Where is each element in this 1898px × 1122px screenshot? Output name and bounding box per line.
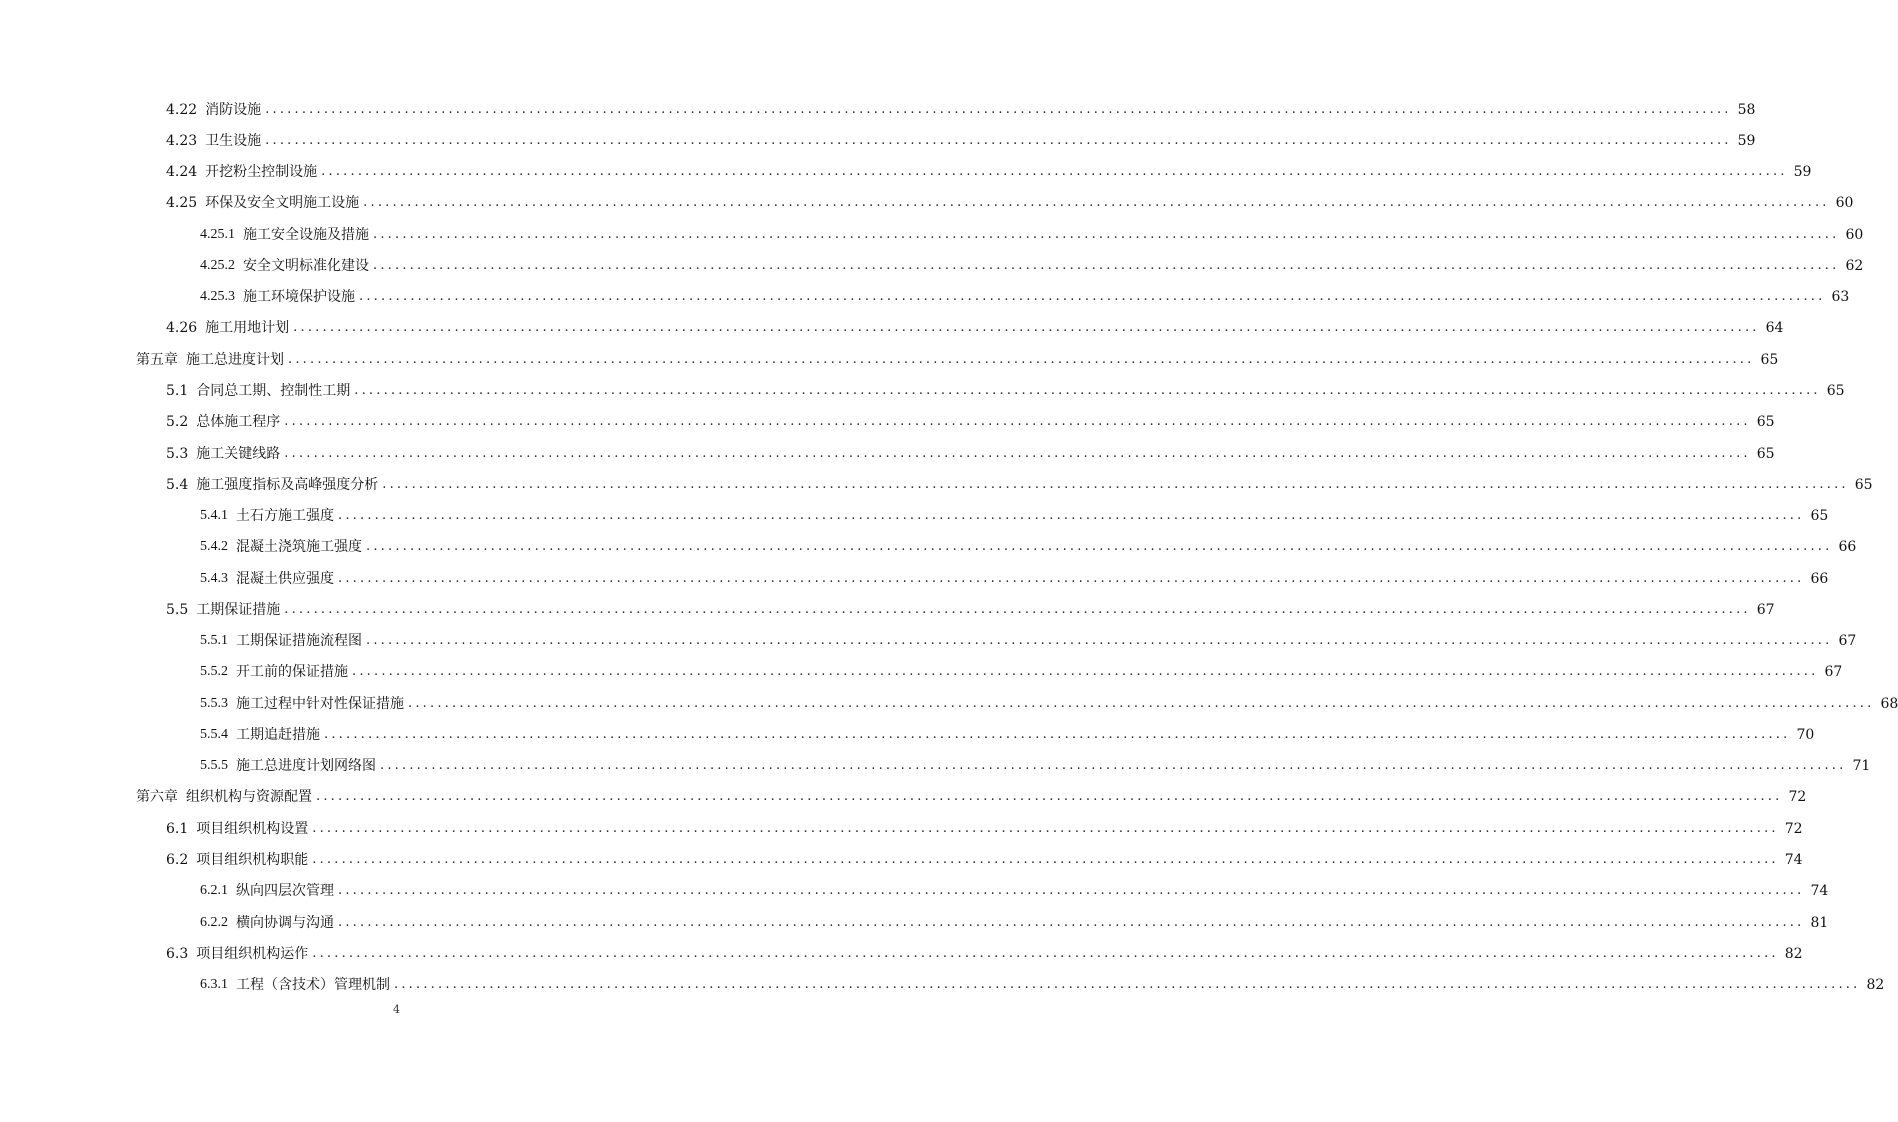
toc-leader-dots: ........................................................................................................................................................................................................ xyxy=(408,695,1875,711)
toc-row[interactable] xyxy=(0,688,1898,719)
toc-entry-number: 5.5 xyxy=(166,601,189,618)
toc-entry-number: 6.2.1 xyxy=(200,883,228,899)
toc-entry[interactable] xyxy=(200,507,1829,525)
toc-entry-number: 5.5.1 xyxy=(200,633,228,649)
toc-leader-dots: ........................................................................................................................................................................................................ xyxy=(352,664,1819,680)
toc-entry-number: 5.5.2 xyxy=(200,664,228,680)
toc-entry[interactable] xyxy=(200,288,1850,306)
toc-row[interactable] xyxy=(0,626,1857,657)
toc-row[interactable] xyxy=(0,938,1803,969)
toc-entry[interactable] xyxy=(166,945,1803,963)
toc-entry-page: 65 xyxy=(1826,383,1845,400)
toc-entry[interactable] xyxy=(200,695,1898,713)
toc-row[interactable] xyxy=(0,407,1775,438)
toc-entry-title: 环保及安全文明施工设施 xyxy=(205,195,360,212)
toc-leader-dots: ........................................................................................................................................................................................................ xyxy=(324,726,1791,742)
toc-row[interactable] xyxy=(0,844,1803,875)
toc-entry-title: 合同总工期、控制性工期 xyxy=(196,383,351,400)
toc-row[interactable] xyxy=(0,375,1845,406)
toc-leader-dots: ........................................................................................................................................................................................................ xyxy=(265,132,1732,148)
toc-entry-page: 82 xyxy=(1866,977,1885,994)
toc-entry-number: 5.4.3 xyxy=(200,570,228,586)
toc-row[interactable] xyxy=(0,876,1829,907)
toc-entry-number: 6.2 xyxy=(166,852,189,868)
toc-entry-page: 68 xyxy=(1880,695,1898,712)
toc-entry[interactable] xyxy=(136,788,1807,806)
toc-entry-title: 工期追赶措施 xyxy=(236,726,320,743)
toc-entry-title: 施工总进度计划网络图 xyxy=(236,758,376,775)
toc-row[interactable] xyxy=(0,94,1756,125)
toc-entry[interactable] xyxy=(166,163,1812,181)
toc-entry[interactable] xyxy=(166,413,1775,431)
toc-entry-page: 59 xyxy=(1737,132,1756,149)
toc-entry-title: 施工环境保护设施 xyxy=(243,289,355,306)
toc-leader-dots: ........................................................................................................................................................................................................ xyxy=(284,445,1751,461)
toc-row[interactable] xyxy=(0,563,1829,594)
toc-entry-number: 4.23 xyxy=(166,132,198,149)
toc-entry[interactable] xyxy=(136,351,1779,369)
toc-entry-title: 项目组织机构设置 xyxy=(196,820,309,837)
toc-leader-dots: ........................................................................................................................................................................................................ xyxy=(316,789,1783,805)
toc-entry-number: 5.5.4 xyxy=(200,726,228,742)
toc-entry[interactable] xyxy=(166,820,1803,838)
toc-entry-title: 项目组织机构职能 xyxy=(196,852,309,868)
toc-entry-title: 卫生设施 xyxy=(205,132,262,149)
toc-entry-page: 59 xyxy=(1793,164,1812,181)
toc-entry[interactable] xyxy=(166,601,1775,619)
toc-leader-dots: ........................................................................................................................................................................................................ xyxy=(366,539,1833,555)
toc-row[interactable] xyxy=(0,751,1871,782)
toc-entry-number: 5.3 xyxy=(166,445,189,462)
toc-leader-dots: ........................................................................................................................................................................................................ xyxy=(366,633,1833,649)
toc-leader-dots: ........................................................................................................................................................................................................ xyxy=(338,883,1805,899)
toc-entry[interactable] xyxy=(200,663,1843,681)
toc-row[interactable] xyxy=(0,188,1854,219)
toc-entry-number: 5.4 xyxy=(166,476,189,493)
toc-leader-dots: ........................................................................................................................................................................................................ xyxy=(338,914,1805,930)
toc-entry-page: 81 xyxy=(1810,914,1829,931)
toc-entry-page: 64 xyxy=(1765,320,1784,337)
toc-entry-title: 混凝土供应强度 xyxy=(236,570,334,587)
toc-row[interactable] xyxy=(0,532,1857,563)
toc-row[interactable] xyxy=(0,157,1812,188)
toc-entry[interactable] xyxy=(200,632,1857,650)
toc-entry-number: 6.2.2 xyxy=(200,914,228,930)
toc-entry-number: 5.4.1 xyxy=(200,508,228,524)
toc-row[interactable] xyxy=(0,969,1885,1000)
toc-leader-dots: ........................................................................................................................................................................................................ xyxy=(321,164,1788,180)
toc-entry[interactable] xyxy=(200,757,1871,775)
toc-entry-title: 组织机构与资源配置 xyxy=(186,789,312,806)
toc-row[interactable] xyxy=(0,125,1756,156)
toc-entry-page: 67 xyxy=(1824,664,1843,681)
toc-entry-title: 横向协调与沟通 xyxy=(236,914,334,931)
toc-row[interactable] xyxy=(0,907,1829,938)
toc-leader-dots: ........................................................................................................................................................................................................ xyxy=(338,570,1805,586)
toc-leader-dots: ........................................................................................................................................................................................................ xyxy=(373,257,1840,273)
toc-entry-number: 4.25.2 xyxy=(200,257,235,273)
toc-entry-number: 第六章 xyxy=(136,789,178,806)
toc-row[interactable] xyxy=(0,782,1807,813)
toc-row[interactable] xyxy=(0,438,1775,469)
toc-entry-number: 6.1 xyxy=(166,820,189,837)
toc-leader-dots: ........................................................................................................................................................................................................ xyxy=(312,852,1779,867)
toc-entry-title: 总体施工程序 xyxy=(196,414,281,431)
toc-entry-number: 5.1 xyxy=(166,383,189,400)
toc-entry-page: 70 xyxy=(1796,726,1815,743)
toc-leader-dots: ........................................................................................................................................................................................................ xyxy=(354,383,1821,399)
toc-entry-page: 63 xyxy=(1831,289,1850,306)
toc-entry[interactable] xyxy=(166,194,1854,212)
toc-leader-dots: ........................................................................................................................................................................................................ xyxy=(380,758,1847,774)
toc-entry-title: 工程（含技术）管理机制 xyxy=(236,977,390,994)
toc-entry-page: 60 xyxy=(1845,226,1864,243)
toc-entry-number: 4.26 xyxy=(166,320,198,337)
toc-entry[interactable] xyxy=(200,226,1864,244)
toc-entry-title: 项目组织机构运作 xyxy=(196,945,309,962)
toc-leader-dots: ........................................................................................................................................................................................................ xyxy=(338,508,1805,524)
toc-row[interactable] xyxy=(0,313,1784,344)
toc-entry-page: 74 xyxy=(1784,852,1803,868)
toc-entry-number: 5.5.3 xyxy=(200,695,228,711)
toc-entry-page: 66 xyxy=(1838,539,1857,556)
toc-row[interactable] xyxy=(0,282,1850,313)
toc-entry-title: 工期保证措施流程图 xyxy=(236,633,362,650)
toc-entry-page: 82 xyxy=(1784,945,1803,962)
toc-entry-number: 第五章 xyxy=(136,351,178,368)
toc-row[interactable] xyxy=(0,469,1873,500)
toc-entry-page: 58 xyxy=(1737,101,1756,118)
toc-entry[interactable] xyxy=(166,101,1756,119)
toc-entry[interactable] xyxy=(200,726,1815,744)
toc-entry-title: 开工前的保证措施 xyxy=(236,664,348,681)
toc-leader-dots: ........................................................................................................................................................................................................ xyxy=(288,351,1755,367)
toc-row[interactable] xyxy=(0,344,1779,375)
toc-entry-title: 消防设施 xyxy=(205,101,262,118)
toc-entry-title: 开挖粉尘控制设施 xyxy=(205,164,318,181)
toc-entry-page: 71 xyxy=(1852,758,1871,775)
page-number: 4 xyxy=(393,1003,400,1016)
toc-entry-page: 60 xyxy=(1835,195,1854,212)
toc-row[interactable] xyxy=(0,657,1843,688)
toc-row[interactable] xyxy=(0,219,1864,250)
toc-entry-number: 4.22 xyxy=(166,101,198,118)
toc-leader-dots: ........................................................................................................................................................................................................ xyxy=(382,476,1849,492)
toc-entry-title: 施工用地计划 xyxy=(205,320,290,337)
toc-entry[interactable] xyxy=(166,319,1784,337)
toc-entry-number: 5.5.5 xyxy=(200,758,228,774)
toc-entry[interactable] xyxy=(166,851,1803,869)
toc-entry[interactable] xyxy=(200,914,1829,932)
toc-entry-number: 4.25.3 xyxy=(200,289,235,305)
toc-entry[interactable] xyxy=(200,257,1864,275)
toc-entry-title: 混凝土浇筑施工强度 xyxy=(236,539,362,556)
toc-row[interactable] xyxy=(0,719,1815,750)
toc-entry-title: 土石方施工强度 xyxy=(236,508,334,525)
toc-entry-number: 4.24 xyxy=(166,164,198,181)
toc-entry-number: 4.25.1 xyxy=(200,226,235,242)
toc-entry-page: 65 xyxy=(1756,445,1775,462)
toc-entry-page: 62 xyxy=(1845,257,1864,274)
toc-entry-title: 施工过程中针对性保证措施 xyxy=(236,695,404,712)
toc-entry-page: 66 xyxy=(1810,570,1829,587)
toc-entry-title: 施工安全设施及措施 xyxy=(243,226,369,243)
toc-entry-number: 4.25 xyxy=(166,195,198,212)
toc-entry[interactable] xyxy=(200,570,1829,588)
toc-leader-dots: ........................................................................................................................................................................................................ xyxy=(312,820,1779,836)
table-of-contents xyxy=(0,94,1898,1001)
toc-entry-page: 65 xyxy=(1854,476,1873,493)
toc-entry-title: 施工关键线路 xyxy=(196,445,281,462)
toc-row[interactable] xyxy=(0,594,1775,625)
toc-entry-number: 5.2 xyxy=(166,414,189,431)
toc-entry-page: 67 xyxy=(1756,601,1775,618)
toc-leader-dots: ........................................................................................................................................................................................................ xyxy=(284,601,1751,617)
toc-entry-title: 施工总进度计划 xyxy=(186,351,284,368)
toc-entry[interactable] xyxy=(200,882,1829,900)
toc-entry[interactable] xyxy=(166,476,1873,494)
toc-entry-page: 72 xyxy=(1788,789,1807,806)
toc-entry[interactable] xyxy=(200,538,1857,556)
toc-leader-dots: ........................................................................................................................................................................................................ xyxy=(265,101,1732,117)
toc-entry[interactable] xyxy=(166,382,1845,400)
toc-row[interactable] xyxy=(0,250,1864,281)
toc-row[interactable] xyxy=(0,813,1803,844)
toc-entry-page: 65 xyxy=(1760,351,1779,368)
toc-entry-title: 安全文明标准化建设 xyxy=(243,257,369,274)
toc-entry-page: 65 xyxy=(1810,508,1829,525)
toc-leader-dots: ........................................................................................................................................................................................................ xyxy=(312,945,1779,961)
toc-leader-dots: ........................................................................................................................................................................................................ xyxy=(359,289,1826,305)
toc-entry-title: 施工强度指标及高峰强度分析 xyxy=(196,476,379,493)
toc-leader-dots: ........................................................................................................................................................................................................ xyxy=(373,226,1840,242)
toc-entry[interactable] xyxy=(166,132,1756,150)
toc-row[interactable] xyxy=(0,500,1829,531)
toc-entry-page: 74 xyxy=(1810,883,1829,900)
toc-entry[interactable] xyxy=(166,445,1775,463)
toc-leader-dots: ........................................................................................................................................................................................................ xyxy=(284,414,1751,430)
toc-leader-dots: ........................................................................................................................................................................................................ xyxy=(293,320,1760,336)
toc-entry-page: 72 xyxy=(1784,820,1803,837)
toc-entry-number: 6.3 xyxy=(166,945,189,962)
toc-entry-number: 6.3.1 xyxy=(200,977,228,993)
toc-entry-page: 65 xyxy=(1756,414,1775,431)
toc-leader-dots: ........................................................................................................................................................................................................ xyxy=(394,977,1861,993)
toc-entry[interactable] xyxy=(200,976,1885,994)
toc-entry-title: 纵向四层次管理 xyxy=(236,883,334,900)
toc-entry-title: 工期保证措施 xyxy=(196,601,281,618)
toc-leader-dots: ........................................................................................................................................................................................................ xyxy=(363,195,1830,211)
toc-entry-number: 5.4.2 xyxy=(200,539,228,555)
toc-entry-page: 67 xyxy=(1838,633,1857,650)
